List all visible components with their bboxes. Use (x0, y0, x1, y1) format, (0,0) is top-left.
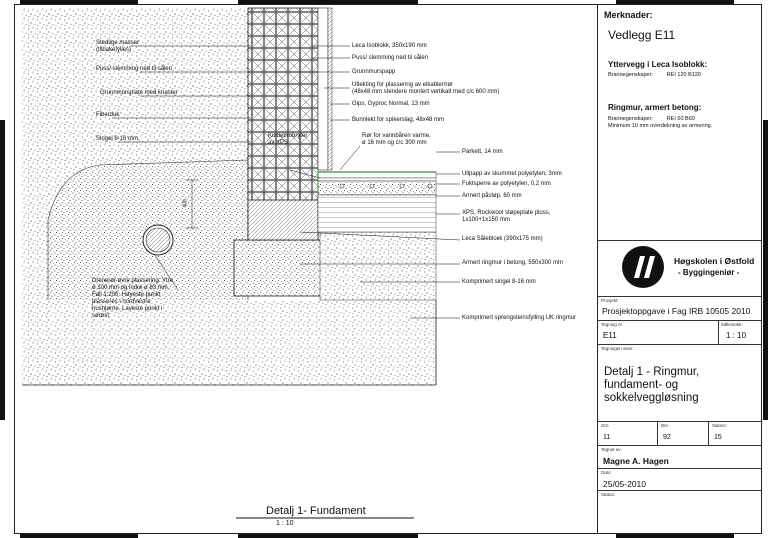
grid-caption-bnr: Bnr (661, 423, 669, 428)
dimension-label: 400 (182, 199, 189, 208)
callout-stedlige-masser: Stedlige masser (tilbakefylles) (96, 40, 140, 53)
callout-drenerør: Drenerør øvre plassering. Ytre ø 100 mm og indre ø 83 mm. Fall 1:200. Høyeste punkt plasseres i nordvestre hushjørne. Laveste punkt i sørøst (92, 278, 173, 319)
grid-caption-saksnr: Saksnr: (712, 423, 728, 428)
shows-value: Detalj 1 - Ringmur, fundament- og sokkelveggløsning (604, 366, 700, 404)
callout-xps: XPS, Rockwool støpeplate pluss, 1x100+1x150 mm (462, 210, 551, 223)
drawn-value: Magne A. Hagen (603, 456, 669, 466)
detail-scale: 1 : 10 (276, 520, 294, 527)
tb-vrule-grid2 (708, 421, 709, 445)
school-logo (620, 244, 666, 290)
tb-vrule-drawing (718, 320, 719, 344)
callout-ullpapp: Ullpapp av skummet polyetylen, 3mm (462, 171, 562, 177)
callout-utlekting: Utlekting for plassering av elkabler/rør (48x48 mm stendere montert vertikalt med c/c 600 mm) (352, 82, 500, 95)
date-value: 25/05-2010 (603, 479, 647, 489)
status-caption: Status: (601, 492, 616, 497)
notes-section1-title: Yttervegg i Leca Isoblokk: (608, 60, 708, 69)
notes-section2-title: Ringmur, armert betong: (608, 103, 702, 112)
callout-komprimert-singel: Komprimert singel 8-16 mm (462, 279, 536, 285)
date-caption: Dato: (601, 470, 612, 475)
project-value: Prosjektoppgave i Fag IRB 10505 2010 (602, 306, 751, 316)
tb-rule-drawn (597, 445, 762, 446)
tb-rule-status (597, 490, 762, 491)
tb-rule-drawing (597, 320, 762, 321)
callout-puss-slemming-right: Puss/ slemming ned til sålen (352, 55, 429, 61)
notes-section2-line1: Brannegenskaper: REI 60 B60 (608, 116, 695, 122)
tb-rule-date (597, 468, 762, 469)
callout-parkett: Parkett, 14 mm (462, 149, 503, 155)
grid-value-grn: 11 (603, 434, 611, 441)
tb-rule-shows (597, 344, 762, 345)
notes-heading: Merknader: (604, 10, 653, 20)
callout-puss-slemming-left: Puss/ slemming ned til sålen (96, 66, 173, 72)
callout-kuldebrobryter: Kuldebrobryter av XPS (268, 133, 308, 146)
tb-rule-project (597, 296, 762, 297)
drawing-no-value: E11 (603, 331, 617, 340)
callout-grunnmursplate: Grunnmursplate med knaster (100, 90, 178, 96)
callout-ror-vannbaren: Rør for vannbåren varme, ø 16 mm og c/c 300 mm (362, 133, 431, 146)
callout-singel: Singel 8-16 mm (96, 136, 139, 142)
callout-armert-pastop: Armert påstøp, 60 mm (462, 193, 522, 199)
drawing-no-caption: Tegning nr: (601, 322, 624, 327)
callout-fuktsperre: Fuktsperre av polyetylen, 0,2 mm (462, 181, 551, 187)
notes-section2-line2: Minimum 10 mm overdekning av armering. (608, 123, 713, 129)
tb-rule-grid (597, 421, 762, 422)
scale-value: 1 : 10 (726, 331, 747, 340)
callout-grunnmurspapp: Grunnmurspapp (352, 69, 396, 75)
scale-caption: Målestokk: (721, 322, 743, 327)
callout-sprengsteinsfylling: Komprimert sprengsteinsfylling UK ringmur (462, 315, 577, 321)
project-caption: Prosjekt: (601, 298, 619, 303)
callout-bunnlekt: Bunnlekt for spikerslag, 48x48 mm (352, 117, 445, 123)
tb-top-rule (597, 240, 762, 241)
shows-caption: Tegningen viser: (601, 346, 634, 351)
notes-vedlegg: Vedlegg E11 (608, 28, 676, 42)
callout-leca-saleblokk: Leca Sålebloкk (390x175 mm) (462, 236, 543, 242)
sheet-mark-right (763, 120, 768, 420)
school-dept: - Byggingeniør - (678, 268, 740, 277)
grid-value-saksnr: 15 (714, 434, 722, 441)
school-name: Høgskolen i Østfold (674, 256, 755, 266)
tb-vrule-grid1 (657, 421, 658, 445)
notes-section1-line: Brannegenskaper: REI 120 B120 (608, 72, 701, 78)
drawn-caption: Tegnet av: (601, 447, 622, 452)
callout-armert-ringmur: Armert ringmur i betong, 550x300 mm (462, 260, 564, 266)
grid-value-bnr: 92 (663, 434, 671, 441)
callout-leca-isoblokk: Leca Isoblokk, 350x190 mm (352, 43, 427, 49)
callout-gips: Gips, Gyproc Normal, 13 mm (352, 101, 430, 107)
grid-caption-grn: Grn (601, 423, 609, 428)
detail-title: Detalj 1- Fundament (266, 505, 366, 517)
callout-fiberduk: Fiberduk (96, 112, 120, 118)
